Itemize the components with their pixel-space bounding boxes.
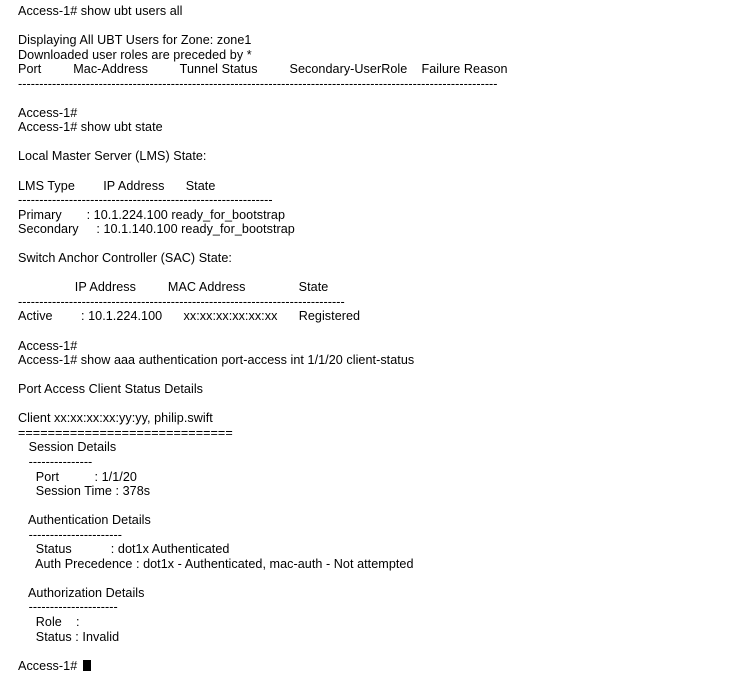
table-header: LMS Type IP Address State — [18, 178, 216, 193]
section-heading: Local Master Server (LMS) State: — [18, 149, 207, 164]
blank-line — [18, 324, 748, 339]
divider-line: ------------------------------------------------------------ — [18, 193, 273, 208]
divider-line: --------------------- — [18, 600, 118, 615]
table-header: Port Mac-Address Tunnel Status Secondary-UserRole Failure Reason — [18, 62, 508, 77]
blank-line — [18, 91, 748, 106]
blank-line — [18, 397, 748, 412]
blank-line — [18, 164, 748, 179]
blank-line — [18, 499, 748, 514]
blank-line — [18, 571, 748, 586]
command-line: Access-1# show ubt state — [18, 120, 163, 135]
blank-line — [18, 19, 748, 34]
client-line: Client xx:xx:xx:xx:yy:yy, philip.swift — [18, 411, 213, 426]
detail-row: Auth Precedence : dot1x - Authenticated, mac-auth - Not attempted — [18, 556, 414, 571]
section-heading: Port Access Client Status Details — [18, 382, 204, 397]
table-row: Primary : 10.1.224.100 ready_for_bootstrap — [18, 207, 286, 222]
blank-line — [18, 135, 748, 150]
blank-line — [18, 368, 748, 383]
prompt-text: Access-1# — [18, 658, 81, 673]
detail-row: Session Time : 378s — [18, 484, 151, 499]
table-row: Secondary : 10.1.140.100 ready_for_bootstrap — [18, 222, 295, 237]
detail-row: Port : 1/1/20 — [18, 469, 137, 484]
divider-line: ============================= — [18, 425, 233, 440]
blank-line — [18, 237, 748, 252]
command-line: Access-1# show ubt users all — [18, 4, 183, 18]
output-line: Displaying All UBT Users for Zone: zone1 — [18, 33, 252, 48]
detail-row: Status : Invalid — [18, 629, 120, 644]
subsection-heading: Session Details — [18, 440, 117, 455]
terminal-output[interactable] — [18, 4, 748, 673]
command-line: Access-1# show aaa authentication port-access int 1/1/20 client-status — [18, 353, 415, 368]
blank-line — [18, 644, 748, 659]
prompt-line: Access-1# — [18, 105, 78, 120]
table-header: IP Address MAC Address State — [18, 280, 329, 295]
text-cursor — [83, 660, 91, 671]
active-prompt-line[interactable] — [18, 659, 748, 674]
section-heading: Switch Anchor Controller (SAC) State: — [18, 251, 232, 266]
detail-row: Role : — [18, 614, 80, 629]
divider-line: --------------- — [18, 454, 93, 469]
table-row: Active : 10.1.224.100 xx:xx:xx:xx:xx:xx Registered — [18, 309, 361, 324]
detail-row: Status : dot1x Authenticated — [18, 542, 230, 557]
blank-line — [18, 266, 748, 281]
output-line: Downloaded user roles are preceded by * — [18, 47, 252, 62]
divider-line: ---------------------- — [18, 527, 123, 542]
divider-line: ----------------------------------------------------------------------------- — [18, 294, 345, 309]
prompt-line: Access-1# — [18, 338, 78, 353]
subsection-heading: Authentication Details — [18, 513, 151, 528]
subsection-heading: Authorization Details — [18, 585, 145, 600]
divider-line: ----------------------------------------------------------------------------------------------------------------- — [18, 76, 498, 91]
